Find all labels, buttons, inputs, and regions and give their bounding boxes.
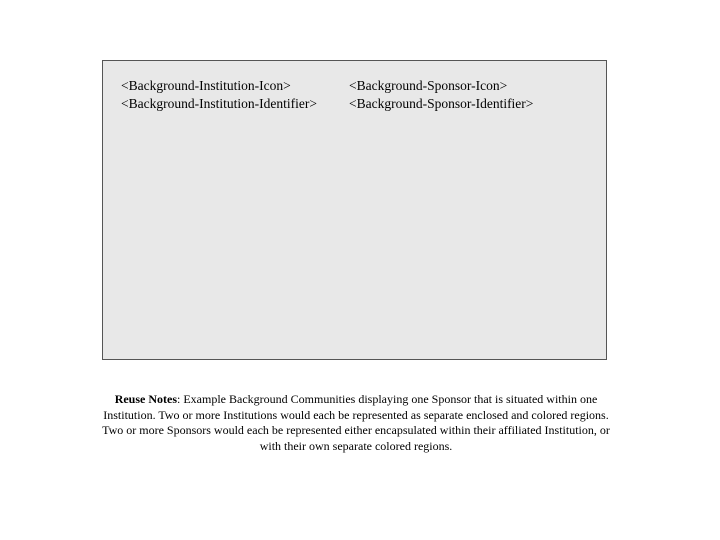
sponsor-column <box>349 77 533 113</box>
institution-identifier-placeholder: <Background-Institution-Identifier> <box>121 96 317 111</box>
reuse-notes <box>96 392 616 454</box>
institution-column <box>121 77 317 113</box>
sponsor-identifier-placeholder: <Background-Sponsor-Identifier> <box>349 96 534 111</box>
institution-region <box>102 60 607 360</box>
institution-icon-placeholder: <Background-Institution-Icon> <box>121 78 291 93</box>
sponsor-icon-placeholder: <Background-Sponsor-Icon> <box>349 78 508 93</box>
reuse-notes-text: : Example Background Communities displaying one Sponsor that is situated within one Institution. Two or more Institutions would each be represented as separate enclosed and colored regions. Two or more Sponsors would each be represented either encapsulated within their affiliated Institution, or with their own separate colored regions. <box>102 392 610 453</box>
reuse-notes-label: Reuse Notes <box>114 392 178 406</box>
